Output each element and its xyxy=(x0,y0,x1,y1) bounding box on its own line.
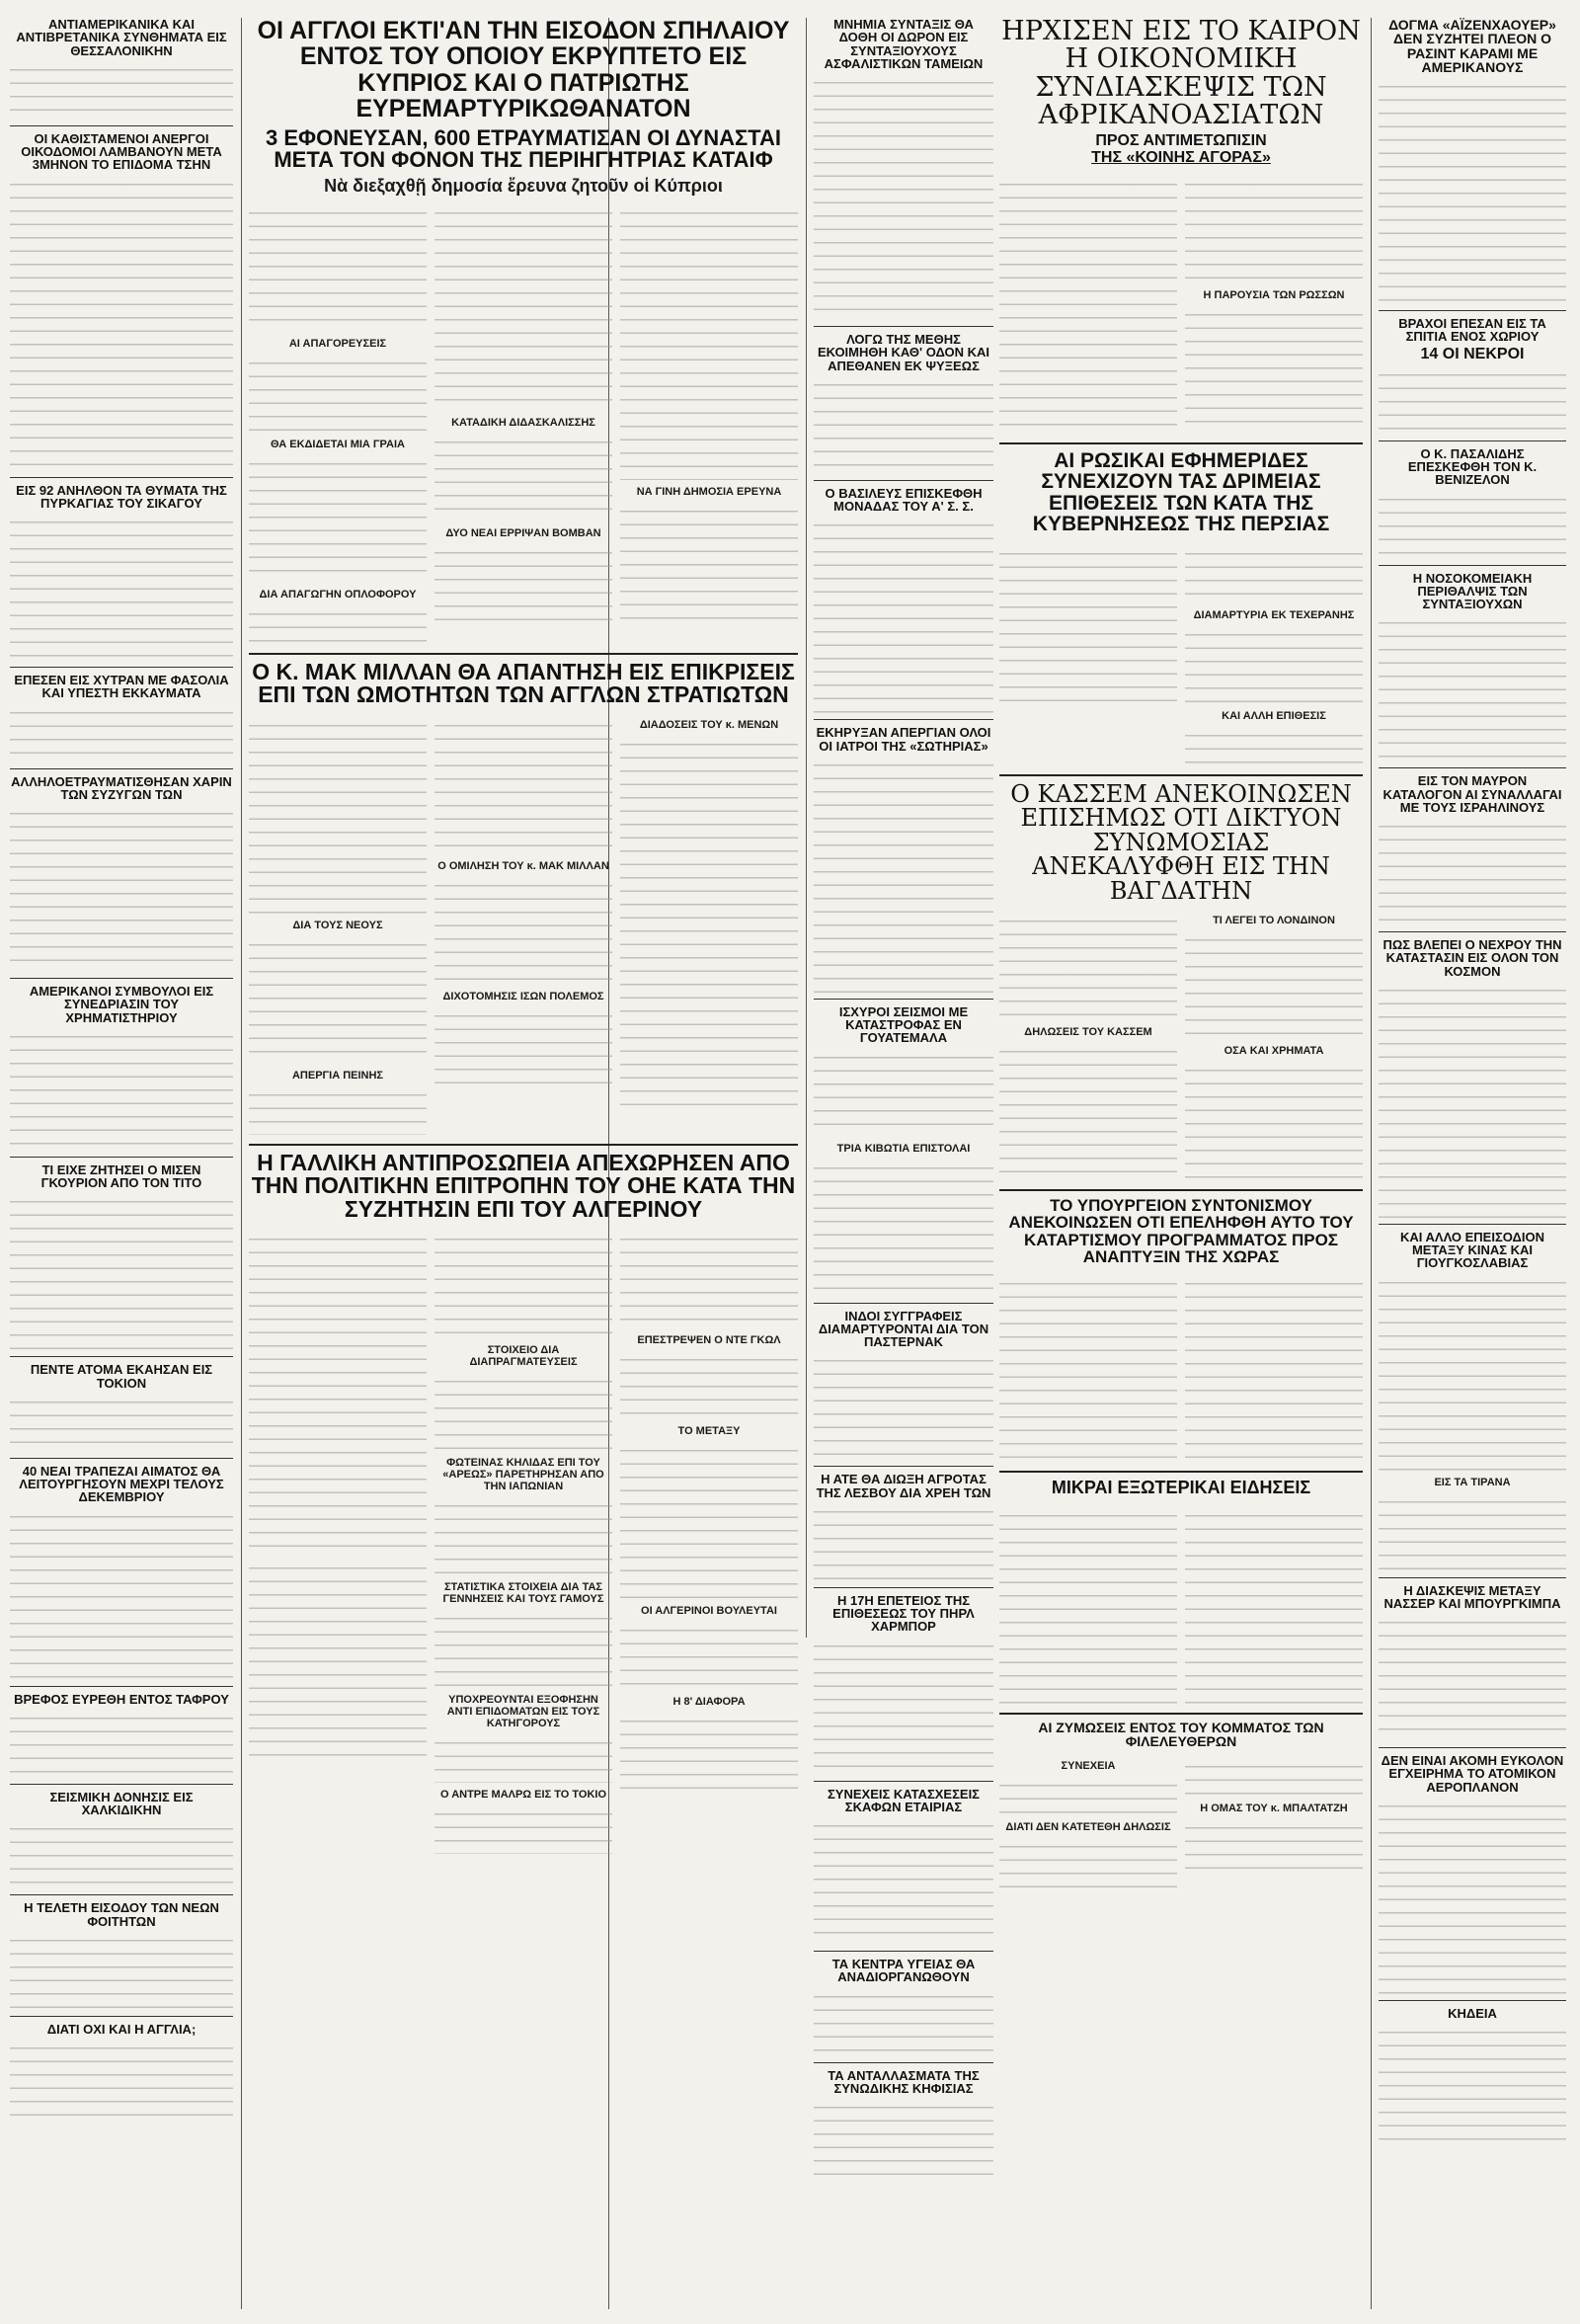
article-body xyxy=(434,1496,612,1575)
section-title: ΟΙ ΑΛΓΕΡΙΝΟΙ ΒΟΥΛΕΥΤΑΙ xyxy=(641,1605,777,1618)
article-body xyxy=(999,1837,1177,1896)
article-body xyxy=(249,1085,427,1135)
article-body xyxy=(249,454,427,583)
headline: Η ΝΟΣΟΚΟΜΕΙΑΚΗ ΠΕΡΙΘΑΛΨΙΣ ΤΩΝ ΣΥΝΤΑΞΙΟΥΧΩΝ xyxy=(1412,570,1533,612)
article-body xyxy=(1379,1613,1566,1741)
lead-deck: Νὰ διεξαχθῇ δημοσία ἔρευνα ζητοῦν οἱ Κύπριοι xyxy=(324,175,723,196)
article-body xyxy=(1185,305,1363,434)
article-body xyxy=(434,876,612,985)
headline: Η ΤΕΛΕΤΗ ΕΙΣΟΔΟΥ ΤΩΝ ΝΕΩΝ ΦΟΙΤΗΤΩΝ xyxy=(24,1900,219,1929)
article-body xyxy=(999,175,1177,432)
section-title: ΤΡΙΑ ΚΙΒΩΤΙΑ ΕΠΙΣΤΟΛΑΙ xyxy=(836,1142,971,1155)
section-title: ΔΙΑΤΙ ΔΕΝ ΚΑΤΕΤΕΘΗ ΔΗΛΩΣΙΣ xyxy=(1005,1821,1171,1834)
article-body xyxy=(10,1819,233,1888)
article-body xyxy=(1185,1274,1363,1462)
article-body xyxy=(434,716,612,854)
article-body xyxy=(999,544,1177,712)
column-4 xyxy=(999,18,1363,2309)
column-rule xyxy=(241,18,242,2309)
headline: Ο ΚΑΣΣΕΜ ΑΝΕΚΟΙΝΩΣΕΝ ΕΠΙΣΗΜΩΣ ΟΤΙ ΔΙΚΤΥΟΝ ΣΥΝΩΜΟΣΙΑΣ ΑΝΕΚΑΛΥΦΘΗ ΕΙΣ ΤΗΝ ΒΑΓΔΑΤΗΝ xyxy=(1010,779,1352,905)
headline: ΚΗΔΕΙΑ xyxy=(1448,2005,1497,2021)
section-title: ΔΙΑ ΤΟΥΣ ΝΕΟΥΣ xyxy=(292,919,383,931)
article-body xyxy=(434,1609,612,1688)
headline: ΚΑΙ ΑΛΛΟ ΕΠΕΙΣΟΔΙΟΝ ΜΕΤΑΞΥ ΚΙΝΑΣ ΚΑΙ ΓΙΟΥΓΚΟΣΛΑΒΙΑΣ xyxy=(1400,1229,1544,1271)
article-body xyxy=(434,1372,612,1451)
article-body xyxy=(814,73,993,320)
section-title: Η ΟΜΑΣ ΤΟΥ κ. ΜΠΑΛΤΑΤΖΗ xyxy=(1200,1803,1348,1815)
article-body xyxy=(1379,1492,1566,1571)
headline: ΙΣΧΥΡΟΙ ΣΕΙΣΜΟΙ ΜΕ ΚΑΤΑΣΤΡΟΦΑΣ ΕΝ ΓΟΥΑΤΕΜΑΛΑ xyxy=(838,1003,969,1046)
article-body xyxy=(10,2039,233,2127)
article-body xyxy=(1185,1506,1363,1704)
section-title: ΔΙΑΔΟΣΕΙΣ ΤΟΥ κ. ΜΕΝΩΝ xyxy=(639,718,779,731)
article-body xyxy=(1185,544,1363,603)
article-body xyxy=(814,1637,993,1775)
headline: ΔΕΝ ΕΙΝΑΙ ΑΚΟΜΗ ΕΥΚΟΛΟΝ ΕΓΧΕΙΡΗΜΑ ΤΟ ΑΤΟΜΙΚΟΝ ΑΕΡΟΠΛΑΝΟΝ xyxy=(1381,1753,1564,1795)
section-title: Ο ΟΜΙΛΗΣΗ ΤΟΥ κ. ΜΑΚ ΜΙΛΛΑΝ xyxy=(437,859,609,872)
article-body xyxy=(999,1274,1177,1462)
article-body xyxy=(434,433,612,521)
article-body xyxy=(1379,77,1566,304)
section-title: ΣΤΟΙΧΕΙΟ ΔΙΑ ΔΙΑΠΡΑΓΜΑΤΕΥΣΕΙΣ xyxy=(469,1344,578,1369)
article-body xyxy=(620,735,798,1110)
section-title: ΕΙΣ ΤΑ ΤΙΡΑΝΑ xyxy=(1434,1476,1511,1488)
headline: ΤΙ ΕΙΧΕ ΖΗΤΗΣΕΙ Ο ΜΙΣΕΝ ΓΚΟΥΡΙΟΝ ΑΠΟ ΤΟΝ ΤΙΤΟ xyxy=(40,1162,202,1190)
article-body xyxy=(814,1048,993,1137)
headline-deck: ΤΗΣ «ΚΟΙΝΗΣ ΑΓΟΡΑΣ» xyxy=(1091,148,1271,166)
column-rule xyxy=(1371,18,1372,2309)
headline-deck: ΠΡΟΣ ΑΝΤΙΜΕΤΩΠΙΣΙΝ xyxy=(1095,132,1267,150)
headline: ΗΡΧΙΣΕΝ ΕΙΣ ΤΟ ΚΑΙΡΟΝ Η ΟΙΚΟΝΟΜΙΚΗ ΣΥΝΔΙΑΣΚΕΨΙΣ ΤΩΝ ΑΦΡΙΚΑΝΟΑΣΙΑΤΩΝ xyxy=(1001,18,1361,131)
article-body xyxy=(10,703,233,762)
column-5 xyxy=(1379,18,1566,2309)
headline: ΔΙΑΤΙ ΟΧΙ ΚΑΙ Η ΑΓΓΛΙΑ; xyxy=(46,2021,197,2037)
article-body xyxy=(1379,490,1566,559)
section-title: ΝΑ ΓΙΝΗ ΔΗΜΟΣΙΑ ΕΡΕΥΝΑ xyxy=(636,485,782,498)
headline: Ο ΒΑΣΙΛΕΥΣ ΕΠΙΣΚΕΦΘΗ ΜΟΝΑΔΑΣ ΤΟΥ Α' Σ. Σ. xyxy=(825,485,983,514)
headline: ΕΙΣ ΤΟΝ ΜΑΥΡΟΝ ΚΑΤΑΛΟΓΟΝ ΑΙ ΣΥΝΑΛΛΑΓΑΙ ΜΕ ΤΟΥΣ ΙΣΡΑΗΛΙΝΟΥΣ xyxy=(1382,773,1562,815)
column-2 xyxy=(249,18,798,2309)
article-body xyxy=(249,203,427,332)
article-body xyxy=(1379,817,1566,925)
article-body xyxy=(999,1506,1177,1704)
article-body xyxy=(434,1733,612,1783)
article-body xyxy=(620,1621,798,1690)
article-body xyxy=(249,1559,427,1756)
headline: ΜΙΚΡΑΙ ΕΞΩΤΕΡΙΚΑΙ ΕΙΔΗΣΕΙΣ xyxy=(1051,1478,1311,1498)
section-title: ΔΙΑ ΑΠΑΓΩΓΗΝ ΟΠΛΟΦΟΡΟΥ xyxy=(259,588,417,601)
headline: ΔΟΓΜΑ «ΑΪΖΕΝΧΑΟΥΕΡ» ΔΕΝ ΣΥΖΗΤΕΙ ΠΛΕΟΝ Ο ΡΑΣΙΝΤ ΚΑΡΑΜΙ ΜΕ ΑΜΕΡΙΚΑΝΟΥΣ xyxy=(1388,18,1556,75)
section-title: ΔΙΧΟΤΟΜΗΣΙΣ ΙΣΩΝ ΠΟΛΕΜΟΣ xyxy=(442,990,604,1002)
article-body xyxy=(1379,1797,1566,1994)
section-title: Η ΠΑΡΟΥΣΙΑ ΤΩΝ ΡΩΣΣΩΝ xyxy=(1203,289,1345,301)
article-body xyxy=(434,1230,612,1338)
article-body xyxy=(1185,625,1363,704)
article-body xyxy=(1185,1757,1363,1797)
headline: ΑΜΕΡΙΚΑΝΟΙ ΣΥΜΒΟΥΛΟΙ ΕΙΣ ΣΥΝΕΔΡΙΑΣΙΝ ΤΟΥ ΧΡΗΜΑΤΙΣΤΗΡΙΟΥ xyxy=(29,984,214,1025)
section-title: ΔΙΑΜΑΡΤΥΡΙΑ ΕΚ ΤΕΧΕΡΑΝΗΣ xyxy=(1193,608,1355,621)
article-body xyxy=(620,1441,798,1599)
article-body xyxy=(814,1987,993,2056)
section-title: ΘΑ ΕΚΔΙΔΕΤΑΙ ΜΙΑ ΓΡΑΙΑ xyxy=(270,438,405,450)
headline: ΑΝΤΙΑΜΕΡΙΚΑΝΙΚΑ ΚΑΙ ΑΝΤΙΒΡΕΤΑΝΙΚΑ ΣΥΝΘΗΜΑΤΑ ΕΙΣ ΘΕΣΣΑΛΟΝΙΚΗΝ xyxy=(16,18,227,58)
article-body xyxy=(814,1159,993,1297)
article-body xyxy=(1185,175,1363,283)
article-body xyxy=(434,1006,612,1095)
headline: ΣΕΙΣΜΙΚΗ ΔΟΝΗΣΙΣ ΕΙΣ ΧΑΛΚΙΔΙΚΗΝ xyxy=(49,1789,194,1817)
article-body xyxy=(620,1230,798,1328)
article-body xyxy=(814,1351,993,1460)
article-body xyxy=(999,912,1177,1020)
article-body xyxy=(249,716,427,914)
article-body xyxy=(434,203,612,411)
article-body xyxy=(1185,1818,1363,1878)
headline-deck: 14 ΟΙ ΝΕΚΡΟΙ xyxy=(1420,345,1525,362)
article-body xyxy=(1379,365,1566,435)
headline: ΕΚΗΡΥΞΑΝ ΑΠΕΡΓΙΑΝ ΟΛΟΙ ΟΙ ΙΑΤΡΟΙ ΤΗΣ «ΣΩΤΗΡΙΑΣ» xyxy=(816,725,991,754)
article-body xyxy=(10,1192,233,1350)
section-title: ΕΠΕΣΤΡΕΨΕΝ Ο ΝΤΕ ΓΚΩΛ xyxy=(637,1334,781,1347)
section-title: ΑΙ ΑΠΑΓΟΡΕΥΣΕΙΣ xyxy=(288,337,387,350)
article-body xyxy=(10,1709,233,1778)
headline: ΑΙ ΖΥΜΩΣΕΙΣ ΕΝΤΟΣ ΤΟΥ ΚΟΜΜΑΤΟΣ ΤΩΝ ΦΙΛΕΛΕΥΘΕΡΩΝ xyxy=(1038,1719,1324,1749)
article-body xyxy=(814,375,993,474)
headline: Η 17Η ΕΠΕΤΕΙΟΣ ΤΗΣ ΕΠΙΘΕΣΕΩΣ ΤΟΥ ΠΗΡΛ ΧΑΡΜΠΟΡ xyxy=(832,1592,975,1635)
article-body xyxy=(10,1931,233,2010)
article-body xyxy=(249,604,427,644)
headline: ΒΡΑΧΟΙ ΕΠΕΣΑΝ ΕΙΣ ΤΑ ΣΠΙΤΙΑ ΕΝΟΣ ΧΩΡΙΟΥ xyxy=(1398,316,1546,345)
section-title: ΦΩΤΕΙΝΑΣ ΚΗΛΙΔΑΣ ΕΠΙ ΤΟΥ «ΑΡΕΩΣ» ΠΑΡΕΤΗΡΗΣΑΝ ΑΠΟ ΤΗΝ ΙΑΠΩΝΙΑΝ xyxy=(442,1457,604,1493)
section-title: ΑΠΕΡΓΙΑ ΠΕΙΝΗΣ xyxy=(291,1069,384,1082)
article-body xyxy=(999,1042,1177,1180)
article-body xyxy=(249,935,427,1064)
article-body xyxy=(814,1816,993,1945)
article-body xyxy=(249,1230,427,1556)
article-body xyxy=(814,2098,993,2177)
section-title: ΔΗΛΩΣΕΙΣ ΤΟΥ ΚΑΣΣΕΜ xyxy=(1024,1025,1152,1038)
lead-headline: ΟΙ ΑΓΓΛΟΙ ΕΚΤΙ'ΑΝ ΤΗΝ ΕΙΣΟΔΟΝ ΣΠΗΛΑΙΟΥ ΕΝΤΟΣ ΤΟΥ ΟΠΟΙΟΥ ΕΚΡΥΠΤΕΤΟ ΕΙΣ ΚΥΠΡΙΟΣ ΚΑΙ Ο ΠΑΤΡΙΩΤΗΣ ΕΥΡΕΜΑΡΤΥΡΙΚΩΘΑΝΑΤΟΝ xyxy=(257,18,790,122)
article-body xyxy=(999,1776,1177,1815)
headline: ΕΙΣ 92 ΑΝΗΛΘΟΝ ΤΑ ΘΥΜΑΤΑ ΤΗΣ ΠΥΡΚΑΓΙΑΣ ΤΟΥ ΣΙΚΑΓΟΥ xyxy=(16,482,227,511)
headline: ΒΡΕΦΟΣ ΕΥΡΕΘΗ ΕΝΤΟΣ ΤΑΦΡΟΥ xyxy=(14,1691,229,1707)
article-body xyxy=(434,543,612,622)
headline: Η ΓΑΛΛΙΚΗ ΑΝΤΙΠΡΟΣΩΠΕΙΑ ΑΠΕΧΩΡΗΣΕΝ ΑΠΟ ΤΗΝ ΠΟΛΙΤΙΚΗΝ ΕΠΙΤΡΟΠΗΝ ΤΟΥ ΟΗΕ ΚΑΤΑ ΤΗΝ ΣΥΖΗΤΗΣΙΝ ΕΠΙ ΤΟΥ ΑΛΓΕΡΙΝΟΥ xyxy=(251,1149,796,1222)
article-body xyxy=(10,175,233,471)
article-body xyxy=(1185,726,1363,765)
article-body xyxy=(10,60,233,120)
article-body xyxy=(10,804,233,972)
section-title: ΔΥΟ ΝΕΑΙ ΕΡΡΙΨΑΝ ΒΟΜΒΑΝ xyxy=(445,526,601,539)
section-title: Η 8' ΔΙΑΦΟΡΑ xyxy=(672,1696,746,1709)
headline: ΙΝΔΟΙ ΣΥΓΓΡΑΦΕΙΣ ΔΙΑΜΑΡΤΥΡΟΝΤΑΙ ΔΙΑ ΤΟΝ ΠΑΣΤΕΡΝΑΚ xyxy=(818,1308,989,1349)
column-rule xyxy=(806,18,807,1638)
section-title: ΤΟ ΜΕΤΑΞΥ xyxy=(677,1425,741,1438)
headline: ΤΟ ΥΠΟΥΡΓΕΙΟΝ ΣΥΝΤΟΝΙΣΜΟΥ ΑΝΕΚΟΙΝΩΣΕΝ ΟΤΙ ΕΠΕΛΗΦΘΗ ΑΥΤΟ ΤΟΥ ΚΑΤΑΡΤΙΣΜΟΥ ΠΡΟΓΡΑΜΜΑΤΟΣ ΠΡΟΣ ΑΝΑΠΤΥΞΙΝ ΤΗΣ ΧΩΡΑΣ xyxy=(1008,1195,1354,1266)
section-title: ΤΙ ΛΕΓΕΙ ΤΟ ΛΟΝΔΙΝΟΝ xyxy=(1213,914,1335,926)
section-title: ΣΥΝΕΧΕΙΑ xyxy=(1061,1760,1116,1773)
article-body xyxy=(10,1393,233,1452)
headline: Ο Κ. ΜΑΚ ΜΙΛΛΑΝ ΘΑ ΑΠΑΝΤΗΣΗ ΕΙΣ ΕΠΙΚΡΙΣΕΙΣ ΕΠΙ ΤΩΝ ΩΜΟΤΗΤΩΝ ΤΩΝ ΑΓΓΛΩΝ ΣΤΡΑΤΙΩΤΩΝ xyxy=(252,658,795,708)
headline: Η ΑΤΕ ΘΑ ΔΙΩΞΗ ΑΓΡΟΤΑΣ ΤΗΣ ΛΕΣΒΟΥ ΔΙΑ ΧΡΕΗ ΤΩΝ xyxy=(816,1472,991,1500)
article-body xyxy=(814,756,993,993)
article-body xyxy=(434,1804,612,1854)
section-title: ΚΑΙ ΑΛΛΗ ΕΠΙΘΕΣΙΣ xyxy=(1222,709,1326,722)
headline: ΣΥΝΕΧΕΙΣ ΚΑΤΑΣΧΕΣΕΙΣ ΣΚΑΦΩΝ ΕΤΑΙΡΙΑΣ xyxy=(828,1786,980,1814)
article-body xyxy=(620,502,798,630)
article-body xyxy=(10,513,233,661)
headline: ΕΠΕΣΕΝ ΕΙΣ ΧΥΤΡΑΝ ΜΕ ΦΑΣΟΛΙΑ ΚΑΙ ΥΠΕΣΤΗ ΕΚΚΑΥΜΑΤΑ xyxy=(14,673,229,701)
article-body xyxy=(10,1507,233,1680)
headline: ΛΟΓΩ ΤΗΣ ΜΕΘΗΣ ΕΚΟΙΜΗΘΗ ΚΑΘ' ΟΔΟΝ ΚΑΙ ΑΠΕΘΑΝΕΝ ΕΚ ΨΥΞΕΩΣ xyxy=(817,332,989,373)
article-body xyxy=(620,203,798,480)
headline: ΤΑ ΚΕΝΤΡΑ ΥΓΕΙΑΣ ΘΑ ΑΝΑΔΙΟΡΓΑΝΩΘΟΥΝ xyxy=(831,1957,976,1985)
article-body xyxy=(1379,981,1566,1218)
article-body xyxy=(1379,613,1566,761)
headline: Η ΔΙΑΣΚΕΨΙΣ ΜΕΤΑΞΥ ΝΑΣΣΕΡ ΚΑΙ ΜΠΟΥΡΓΚΙΜΠΑ xyxy=(1383,1582,1561,1611)
headline: ΑΙ ΡΩΣΙΚΑΙ ΕΦΗΜΕΡΙΔΕΣ ΣΥΝΕΧΙΖΟΥΝ ΤΑΣ ΔΡΙΜΕΙΑΣ ΕΠΙΘΕΣΕΙΣ ΤΩΝ ΚΑΤΑ ΤΗΣ ΚΥΒΕΡΝΗΣΕΩΣ ΤΗΣ ΠΕΡΣΙΑΣ xyxy=(1032,449,1330,536)
column-1 xyxy=(10,18,233,2309)
headline: 40 ΝΕΑΙ ΤΡΑΠΕΖΑΙ ΑΙΜΑΤΟΣ ΘΑ ΛΕΙΤΟΥΡΓΗΣΟΥΝ ΜΕΧΡΙ ΤΕΛΟΥΣ ΔΕΚΕΜΒΡΙΟΥ xyxy=(19,1463,224,1505)
headline: ΟΙ ΚΑΘΙΣΤΑΜΕΝΟΙ ΑΝΕΡΓΟΙ ΟΙΚΟΔΟΜΟΙ ΛΑΜΒΑΝΟΥΝ ΜΕΤΑ 3ΜΗΝΟΝ ΤΟ ΕΠΙΔΟΜΑ ΤΣΗΝ xyxy=(21,130,222,173)
section-title: ΥΠΟΧΡΕΟΥΝΤΑΙ ΕΞΟΦΗΣΗΝ ΑΝΤΙ ΕΠΙΔΟΜΑΤΩΝ ΕΙΣ ΤΟΥΣ ΚΑΤΗΓΟΡΟΥΣ xyxy=(446,1694,600,1730)
article-body xyxy=(1185,1061,1363,1179)
article-body xyxy=(620,1712,798,1801)
lead-subheadline: 3 ΕΦΟΝΕΥΣΑΝ, 600 ΕΤΡΑΥΜΑΤΙΣΑΝ ΟΙ ΔΥΝΑΣΤΑΙ ΜΕΤΑ ΤΟΝ ΦΟΝΟΝ ΤΗΣ ΠΕΡΙΗΓΗΤΡΙΑΣ ΚΑΤΑΙΦ xyxy=(266,125,781,173)
article-body xyxy=(620,1350,798,1419)
article-body xyxy=(1379,2023,1566,2141)
headline: ΠΩΣ ΒΛΕΠΕΙ Ο ΝΕΧΡΟΥ ΤΗΝ ΚΑΤΑΣΤΑΣΙΝ ΕΙΣ ΟΛΟΝ ΤΟΝ ΚΟΣΜΟΝ xyxy=(1382,937,1562,979)
column-3 xyxy=(814,18,993,2309)
headline: Ο Κ. ΠΑΣΑΛΙΔΗΣ ΕΠΕΣΚΕΦΘΗ ΤΟΝ Κ. ΒΕΝΙΖΕΛΟΝ xyxy=(1407,445,1538,488)
article-body xyxy=(10,1027,233,1151)
headline: ΠΕΝΤΕ ΑΤΟΜΑ ΕΚΑΗΣΑΝ ΕΙΣ ΤΟΚΙΟΝ xyxy=(30,1362,213,1391)
headline: ΤΑ ΑΝΤΑΛΛΑΣΜΑΤΑ ΤΗΣ ΣΥΝΩΔΙΚΗΣ ΚΗΦΙΣΙΑΣ xyxy=(828,2067,980,2096)
section-title: ΚΑΤΑΔΙΚΗ ΔΙΔΑΣΚΑΛΙΣΣΗΣ xyxy=(451,416,595,429)
section-title: ΣΤΑΤΙΣΤΙΚΑ ΣΤΟΙΧΕΙΑ ΔΙΑ ΤΑΣ ΓΕΝΝΗΣΕΙΣ ΚΑΙ ΤΟΥΣ ΓΑΜΟΥΣ xyxy=(442,1581,604,1606)
headline: ΑΛΛΗΛΟΕΤΡΑΥΜΑΤΙΣΘΗΣΑΝ ΧΑΡΙΝ ΤΩΝ ΣΥΖΥΓΩΝ ΤΩΝ xyxy=(11,773,232,802)
article-body xyxy=(1185,930,1363,1039)
section-title: ΟΣΑ ΚΑΙ ΧΡΗΜΑΤΑ xyxy=(1224,1044,1324,1057)
article-body xyxy=(814,516,993,713)
article-body xyxy=(814,1502,993,1581)
section-title: Ο ΑΝΤΡΕ ΜΑΛΡΩ ΕΙΣ ΤΟ ΤΟΚΙΟ xyxy=(439,1789,606,1802)
article-body xyxy=(249,354,427,433)
headline: ΜΝΗΜΙΑ ΣΥΝΤΑΞΙΣ ΘΑ ΔΟΘΗ ΟΙ ΔΩΡΟΝ ΕΙΣ ΣΥΝΤΑΞΙΟΥΧΟΥΣ ΑΣΦΑΛΙΣΤΙΚΩΝ ΤΑΜΕΙΩΝ xyxy=(824,18,984,71)
article-body xyxy=(1379,1273,1566,1471)
